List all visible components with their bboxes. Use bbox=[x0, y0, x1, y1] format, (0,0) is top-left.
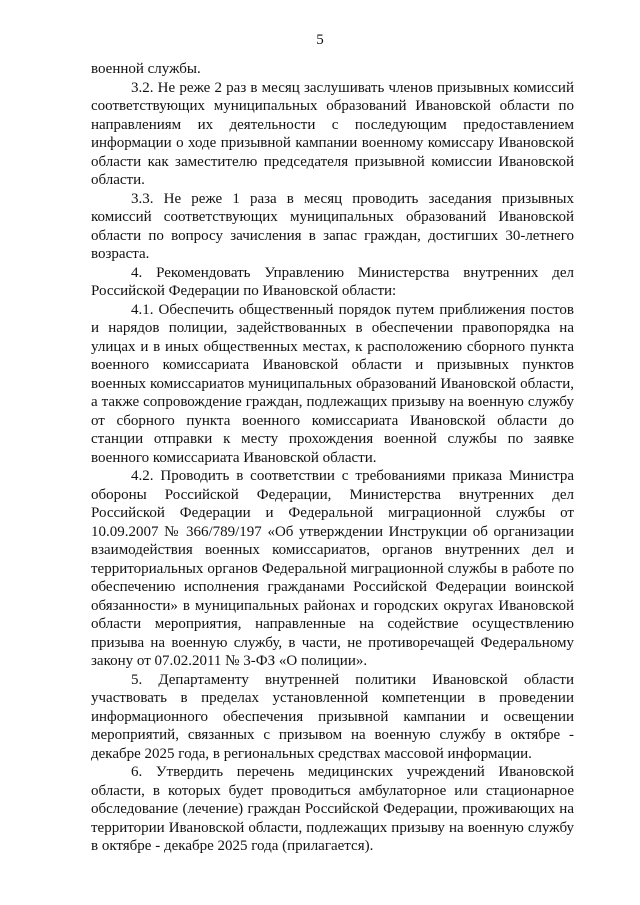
paragraph-continuation: военной службы. bbox=[91, 61, 201, 77]
document-body bbox=[91, 60, 574, 856]
paragraph-4-2: 4.2. Проводить в соответствии с требованиями приказа Министра обороны Российской Федерации, Министерства внутренних дел Российской Федерации и Федеральной миграционной службы от 10.09.2007 № 366/789/197 «Об утверждении Инструкции об организации взаимодействия военных комиссариатов, органов внутренних дел и территориальных органов Федеральной миграционной службы в работе по обеспечению исполнения гражданами Российской Федерации воинской обязанности» в муниципальных районах и городских округах Ивановской области мероприятия, направленные на содействие осуществлению призыва на военную службу, в части, не противоречащей Федеральному закону от 07.02.2011 № 3-ФЗ «О полиции». bbox=[91, 468, 574, 669]
page-number: 5 bbox=[316, 32, 324, 48]
paragraph-4-1: 4.1. Обеспечить общественный порядок путем приближения постов и нарядов полиции, задействованных в обеспечении правопорядка на улицах и в иных общественных местах, к расположению сборного пункта военного комиссариата Ивановской области и призывных пунктов военных комиссариатов муниципальных образований Ивановской области, а также сопровождение граждан, подлежащих призыву на военную службу от сборного пункта военного комиссариата Ивановской области до станции отправки к месту прохождения военной службы по заявке военного комиссариата Ивановской области. bbox=[91, 301, 574, 466]
paragraph-5: 5. Департаменту внутренней политики Ивановской области участвовать в пределах установленной компетенции в проведении информационного обеспечения призывной кампании и освещении мероприятий, связанных с призывом на военную службу в октябре - декабре 2025 года, в региональных средствах массовой информации. bbox=[91, 671, 574, 762]
paragraph-4: 4. Рекомендовать Управлению Министерства внутренних дел Российской Федерации по Ивановской области: bbox=[91, 264, 574, 299]
paragraph-3-3: 3.3. Не реже 1 раза в месяц проводить заседания призывных комиссий соответствующих муниципальных образований Ивановской области по вопросу зачисления в запас граждан, достигших 30-летнего возраста. bbox=[91, 190, 574, 262]
paragraph-6: 6. Утвердить перечень медицинских учреждений Ивановской области, в которых будет проводиться амбулаторное или стационарное обследование (лечение) граждан Российской Федерации, проживающих на территории Ивановской области, подлежащих призыву на военную службу в октябре - декабре 2025 года (прилагается). bbox=[91, 764, 574, 854]
paragraph-3-2: 3.2. Не реже 2 раз в месяц заслушивать членов призывных комиссий соответствующих муниципальных образований Ивановской области по направлениям их деятельности с последующим предоставлением информации о ходе призывной кампании военному комиссару Ивановской области как заместителю председателя призывной комиссии Ивановской области. bbox=[91, 79, 574, 188]
